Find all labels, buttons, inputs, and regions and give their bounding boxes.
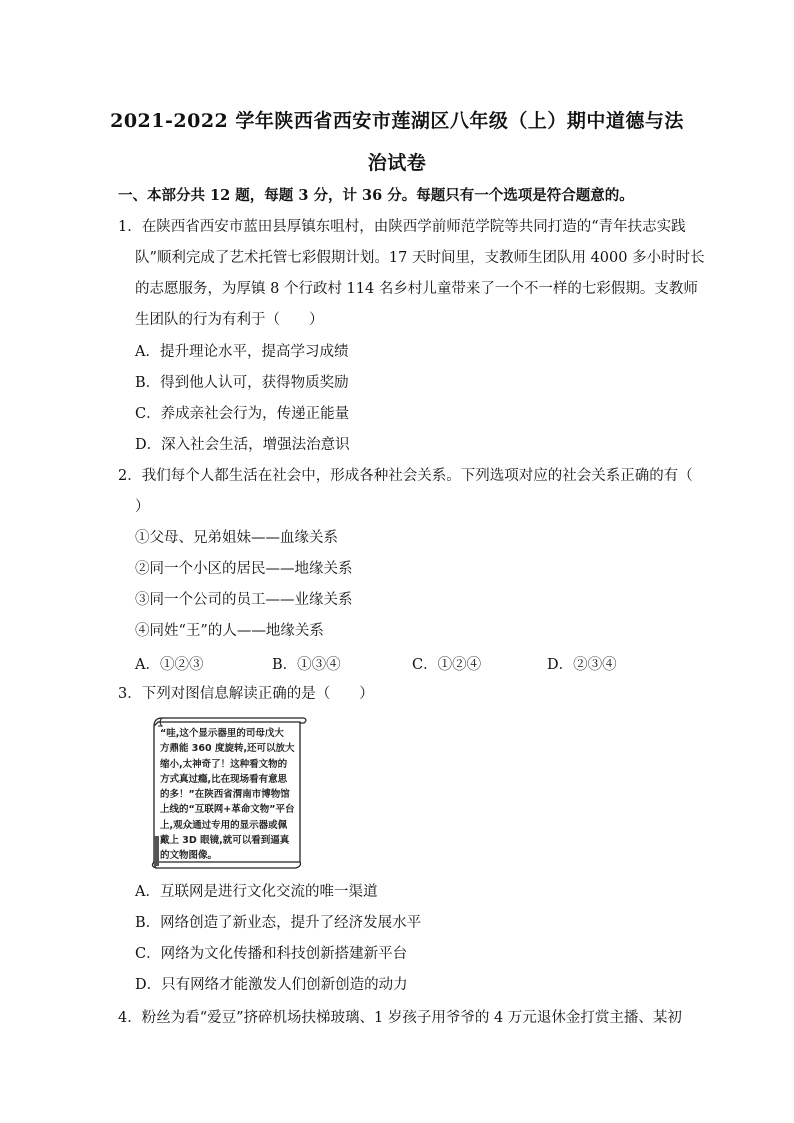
q2-item-1: ①父母、兄弟姐妹——血缘关系 <box>135 530 338 546</box>
q4-stem: 4．粉丝为看“爱豆”挤碎机场扶梯玻璃、1 岁孩子用爷爷的 4 万元退休金打赏主播、某初 <box>118 1010 682 1026</box>
scroll-line: 上,观众通过专用的显示器或佩 <box>160 819 288 831</box>
q2-item-4: ④同姓“王”的人——地缘关系 <box>135 623 324 639</box>
q2-item-2: ②同一个小区的居民——地缘关系 <box>135 561 353 577</box>
scroll-line: “哇,这个显示器里的司母戊大 <box>160 728 284 739</box>
q2-option-b: B．①③④ <box>272 657 341 673</box>
scroll-text <box>160 726 298 864</box>
q2-item-3: ③同一个公司的员工——业缘关系 <box>135 592 353 608</box>
q2-option-a: A．①②③ <box>135 657 204 673</box>
page-title-line1: 2021-2022 学年陕西省西安市莲湖区八年级（上）期中道德与法 <box>110 110 684 132</box>
q2-option-c: C．①②④ <box>412 657 482 673</box>
page-title-line2: 治试卷 <box>367 152 427 174</box>
q1-option-a: A．提升理论水平，提高学习成绩 <box>135 344 349 360</box>
q3-option-a: A．互联网是进行文化交流的唯一渠道 <box>135 884 378 900</box>
scroll-line: 的文物图像。 <box>160 850 218 862</box>
scroll-figure <box>148 716 308 870</box>
q3-option-b: B．网络创造了新业态，提升了经济发展水平 <box>135 915 422 931</box>
scroll-line: 的多！”在陕西省渭南市博物馆 <box>160 789 290 801</box>
q1-line-1: 1．在陕西省西安市蓝田县厚镇东咀村，由陕西学前师范学院等共同打造的“青年扶志实践 <box>118 219 686 235</box>
scroll-line: 上线的“互联网+革命文物”平台 <box>160 804 295 816</box>
q1-line-4: 生团队的行为有利于（ ） <box>135 312 324 328</box>
q3-option-d: D．只有网络才能激发人们创新创造的动力 <box>135 977 408 993</box>
q1-line-3: 的志愿服务，为厚镇 8 个行政村 114 名乡村儿童带来了一个不一样的七彩假期。支教师 <box>135 281 698 297</box>
q1-line-2: 队”顺利完成了艺术托管七彩假期计划。17 天时间里，支教师生团队用 4000 多小时时长 <box>135 250 705 266</box>
q3-option-c: C．网络为文化传播和科技创新搭建新平台 <box>135 946 408 962</box>
q2-line-2: ） <box>135 499 150 515</box>
q1-option-b: B．得到他人认可，获得物质奖励 <box>135 375 349 391</box>
q1-option-d: D．深入社会生活，增强法治意识 <box>135 437 350 453</box>
q2-option-d: D．②③④ <box>547 657 617 673</box>
q3-stem: 3．下列对图信息解读正确的是（ ） <box>118 686 374 702</box>
scroll-line: 缩小,太神奇了！这种看文物的 <box>160 758 288 770</box>
section-heading: 一、本部分共 12 题，每题 3 分，计 36 分。每题只有一个选项是符合题意的。 <box>118 187 634 204</box>
scroll-line: 方式真过瘾,比在现场看有意思 <box>160 773 288 785</box>
q2-line-1: 2．我们每个人都生活在社会中，形成各种社会关系。下列选项对应的社会关系正确的有（ <box>118 468 693 484</box>
q1-option-c: C．养成亲社会行为，传递正能量 <box>135 406 350 422</box>
scroll-line: 方鼎能 360 度旋转,还可以放大 <box>160 743 295 755</box>
scroll-line: 戴上 3D 眼镜,就可以看到逼真 <box>160 835 290 847</box>
